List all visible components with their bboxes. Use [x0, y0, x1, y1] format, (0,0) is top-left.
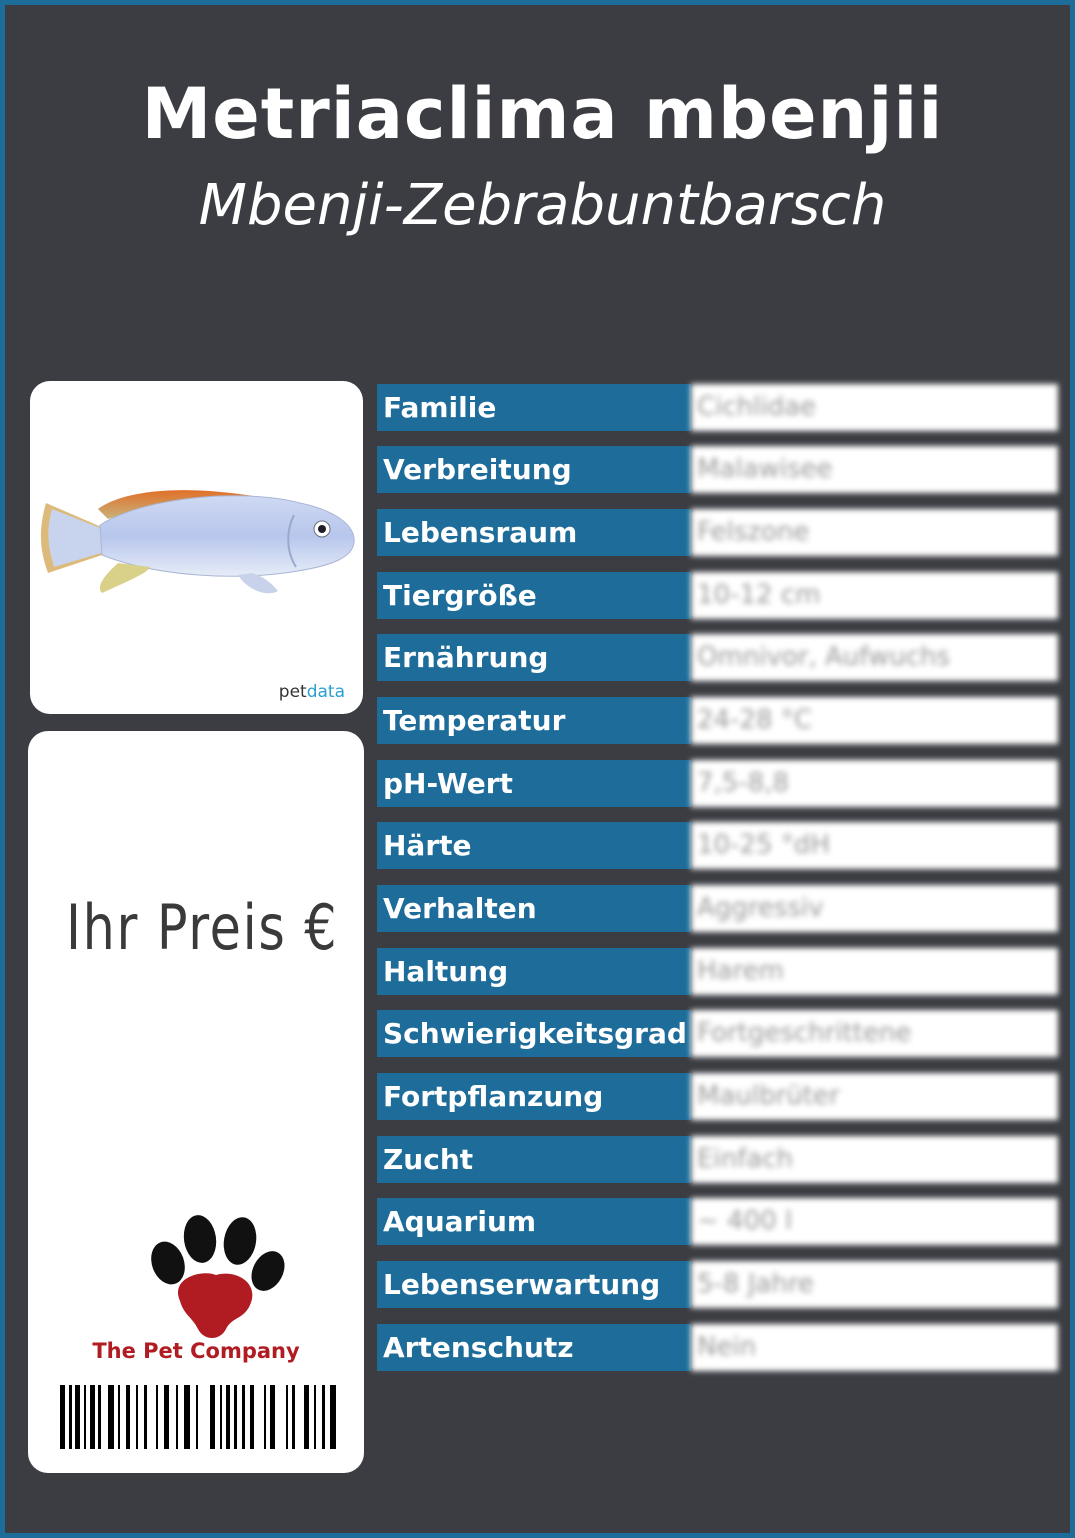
- row-haerte: [377, 822, 1058, 869]
- row-artenschutz: [377, 1324, 1058, 1371]
- row-fortpflanzung: [377, 1073, 1058, 1120]
- row-label: Härte: [377, 822, 691, 869]
- row-label: Verhalten: [377, 885, 691, 932]
- row-temperatur: [377, 697, 1058, 744]
- price-label: Ihr Preis €: [66, 891, 339, 964]
- brand-prefix: pet: [278, 682, 307, 702]
- price-card: [28, 731, 364, 1473]
- brand-suffix: data: [306, 682, 345, 702]
- row-verhalten: [377, 885, 1058, 932]
- row-label: Lebenserwartung: [377, 1261, 691, 1308]
- row-value: 24-28 °C: [691, 697, 1058, 744]
- row-ph-wert: [377, 760, 1058, 807]
- row-label: Temperatur: [377, 697, 691, 744]
- row-schwierigkeitsgrad: [377, 1010, 1058, 1057]
- row-label: Fortpflanzung: [377, 1073, 691, 1120]
- row-value: 10-25 °dH: [691, 822, 1058, 869]
- petdata-logo: [279, 682, 345, 702]
- row-value: 7,5-8,8: [691, 760, 1058, 807]
- row-label: Verbreitung: [377, 446, 691, 493]
- row-tiergroesse: [377, 572, 1058, 619]
- row-value: Aggressiv: [691, 885, 1058, 932]
- row-label: Artenschutz: [377, 1324, 691, 1371]
- row-label: Ernährung: [377, 634, 691, 681]
- row-value: Cichlidae: [691, 384, 1058, 431]
- row-value: Nein: [691, 1324, 1058, 1371]
- row-label: pH-Wert: [377, 760, 691, 807]
- row-verbreitung: [377, 446, 1058, 493]
- row-value: Malawisee: [691, 446, 1058, 493]
- row-value: ~ 400 l: [691, 1198, 1058, 1245]
- row-value: Harem: [691, 948, 1058, 995]
- row-label: Lebensraum: [377, 509, 691, 556]
- row-label: Zucht: [377, 1136, 691, 1183]
- row-aquarium: [377, 1198, 1058, 1245]
- row-label: Tiergröße: [377, 572, 691, 619]
- row-value: Maulbrüter: [691, 1073, 1058, 1120]
- row-value: Felszone: [691, 509, 1058, 556]
- row-value: 5-8 Jahre: [691, 1261, 1058, 1308]
- row-value: Einfach: [691, 1136, 1058, 1183]
- row-lebenserwartung: [377, 1261, 1058, 1308]
- row-value: Fortgeschrittene: [691, 1010, 1058, 1057]
- fish-illustration: [38, 481, 358, 601]
- row-label: Aquarium: [377, 1198, 691, 1245]
- common-name-subtitle: Mbenji-Zebrabuntbarsch: [198, 173, 887, 238]
- row-haltung: [377, 948, 1058, 995]
- species-title: Metriaclima mbenjii: [141, 73, 944, 155]
- row-value: Omnivor, Aufwuchs: [691, 634, 1058, 681]
- company-name: The Pet Company: [92, 1339, 300, 1363]
- row-value: 10-12 cm: [691, 572, 1058, 619]
- row-lebensraum: [377, 509, 1058, 556]
- row-label: Schwierigkeitsgrad: [377, 1010, 691, 1057]
- row-familie: [377, 384, 1058, 431]
- fish-image-card: [30, 381, 363, 714]
- row-label: Haltung: [377, 948, 691, 995]
- row-ernaehrung: [377, 634, 1058, 681]
- paw-logo-icon: [140, 1213, 290, 1343]
- row-zucht: [377, 1136, 1058, 1183]
- row-label: Familie: [377, 384, 691, 431]
- barcode: [60, 1385, 338, 1449]
